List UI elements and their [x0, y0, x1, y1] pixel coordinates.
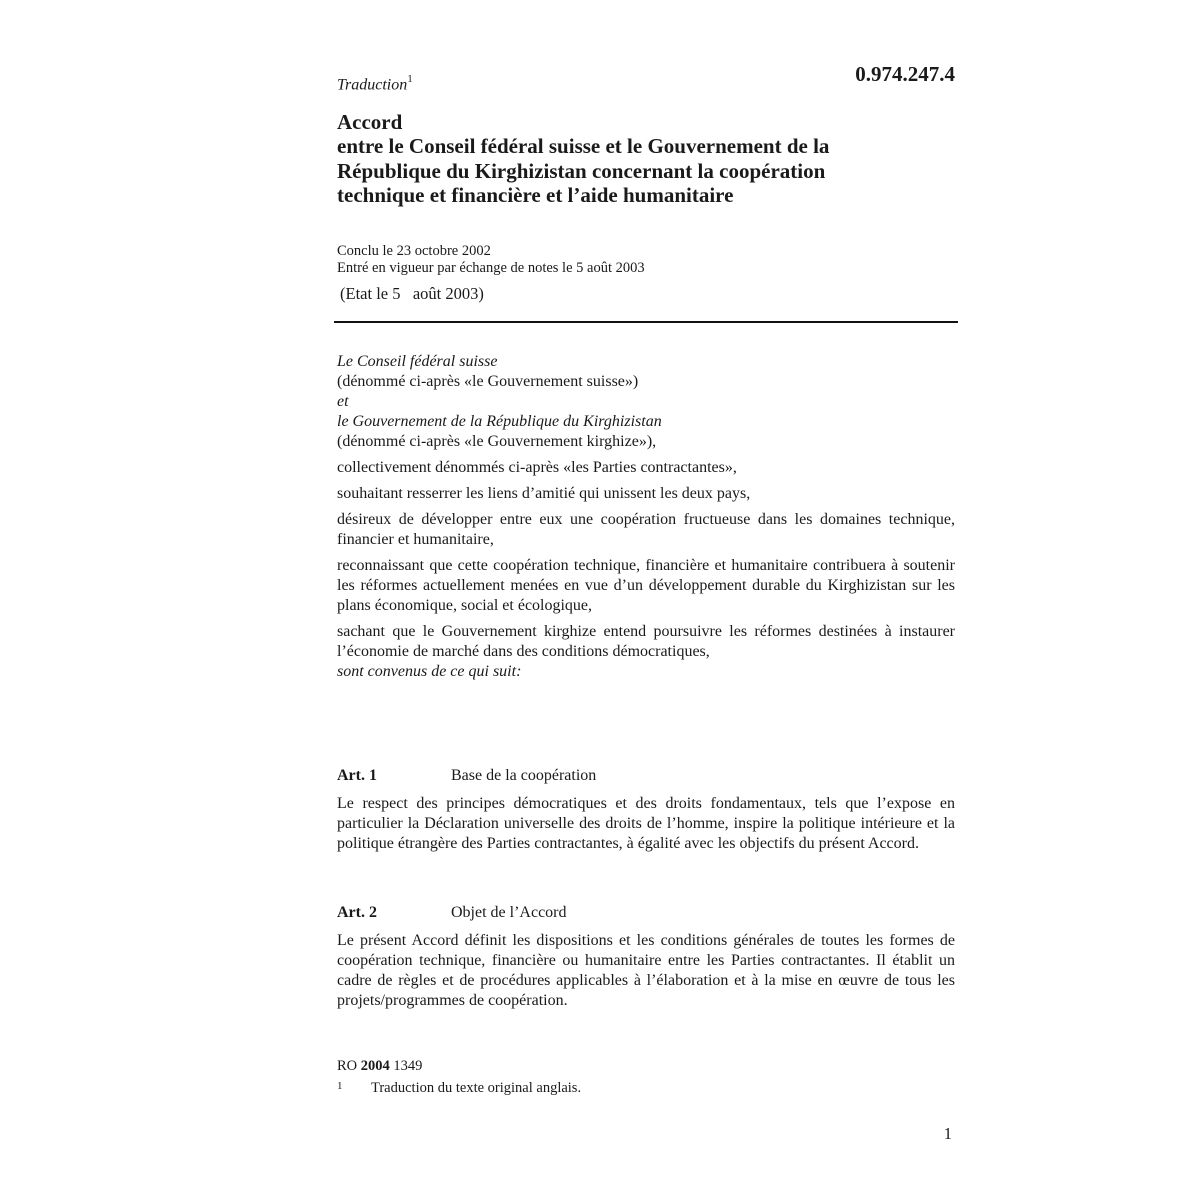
conjunction-et: et: [337, 393, 349, 410]
footnote-number: 1: [337, 1080, 343, 1092]
title-line-1: Accord: [337, 110, 403, 134]
preamble-souhaitant: souhaitant resserrer les liens d’amitié qui unissent les deux pays,: [337, 485, 751, 502]
entry-into-force: Entré en vigueur par échange de notes le 5 août 2003: [337, 259, 645, 276]
article-1: [337, 766, 955, 854]
preamble-reconnaissant: reconnaissant que cette coopération technique, financière et humanitaire contribuera à soutenir les réformes actuellement menées en vue d’un développement durable du Kirghizistan sur les plans économique, social et écologique,: [337, 557, 955, 614]
article-body: Le présent Accord définit les dispositions et les conditions générales de toutes les formes de coopération technique, financière ou humanitaire entre les Parties contractantes. Il établit un cadre de règles et de procédures applicables à l’élaboration et à la mise en œuvre de tous les projets/programmes de coopération.: [337, 932, 955, 1009]
preamble-sachant: sachant que le Gouvernement kirghize entend poursuivre les réformes destinées à instaurer l’économie de marché dans des conditions démocratiques,: [337, 623, 955, 660]
article-number: Art. 1: [337, 767, 377, 784]
status-date: (Etat le 5 août 2003): [340, 284, 484, 303]
title-line-4: technique et financière et l’aide humanitaire: [337, 182, 734, 207]
title-line-2: entre le Conseil fédéral suisse et le Gouvernement de la: [337, 134, 830, 159]
article-number: Art. 2: [337, 904, 377, 921]
conclusion-date: Conclu le 23 octobre 2002: [337, 243, 491, 259]
preamble: [337, 352, 955, 688]
traduction-label: Traduction$^1$: [337, 73, 413, 94]
article-title: Objet de l’Accord: [451, 904, 567, 921]
preamble-desireux: désireux de développer entre eux une coopération fructueuse dans les domaines technique, financier et humanitaire,: [337, 511, 955, 548]
party-2-alias: (dénommé ci-après «le Gouvernement kirghize»),: [337, 433, 657, 450]
document-title: [337, 110, 957, 207]
ro-reference: RO 2004 1349: [337, 1058, 423, 1074]
party-1: Le Conseil fédéral suisse: [337, 353, 498, 370]
preamble-convenus: sont convenus de ce qui suit:: [337, 663, 522, 680]
article-2: [337, 903, 955, 1011]
article-body: Le respect des principes démocratiques et des droits fondamentaux, tels que l’expose en particulier la Déclaration universelle des droits de l’homme, inspire la politique intérieure et la politique étrangère des Parties contractantes, à égalité avec les objectifs du présent Accord.: [337, 795, 955, 852]
dates-block: [337, 243, 645, 276]
page-header: [337, 62, 957, 102]
party-1-alias: (dénommé ci-après «le Gouvernement suisse»): [337, 373, 639, 390]
article-title: Base de la coopération: [451, 767, 597, 784]
title-line-3: République du Kirghizistan concernant la coopération: [337, 158, 826, 183]
header-divider: [334, 321, 958, 323]
article-heading: [337, 766, 955, 786]
article-heading: [337, 903, 955, 923]
footnote: [337, 1080, 581, 1097]
preamble-collective: collectivement dénommés ci-après «les Parties contractantes»,: [337, 459, 737, 476]
party-2: le Gouvernement de la République du Kirghizistan: [337, 413, 662, 430]
sr-number: 0.974.247.4: [855, 62, 955, 86]
page-number: 1: [943, 1124, 952, 1143]
footnote-ref: 1: [407, 73, 413, 85]
footnote-text: Traduction du texte original anglais.: [371, 1080, 582, 1096]
